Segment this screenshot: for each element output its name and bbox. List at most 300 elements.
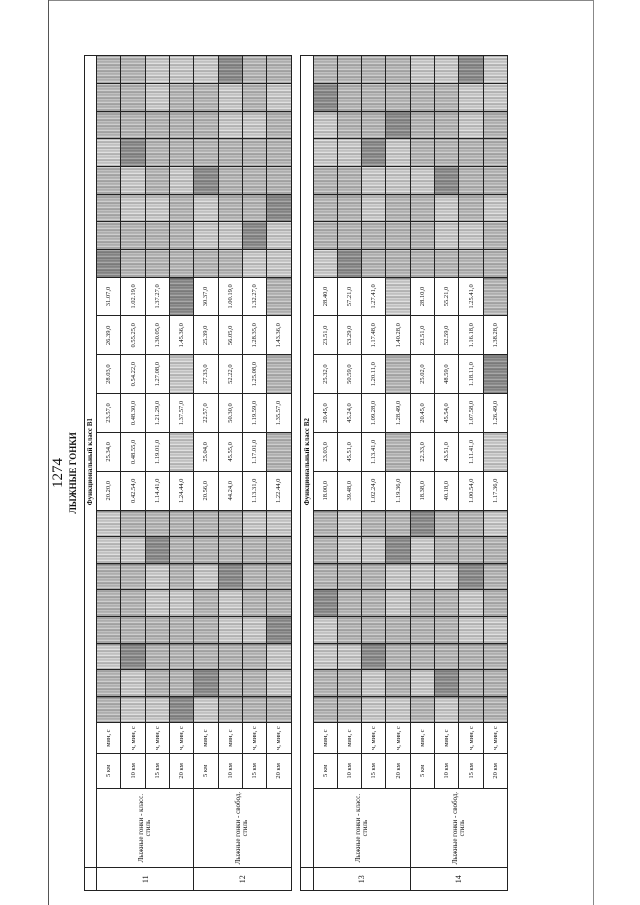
standard-value: 22.57,0 bbox=[194, 394, 218, 433]
masked-cell bbox=[459, 670, 483, 697]
distance-cell: 20 км bbox=[483, 753, 507, 788]
masked-cell bbox=[121, 696, 145, 723]
masked-cell bbox=[267, 696, 291, 723]
standard-value bbox=[386, 432, 410, 471]
masked-cell bbox=[194, 84, 218, 112]
masked-cell bbox=[97, 563, 121, 590]
masked-cell bbox=[410, 56, 434, 84]
masked-cell bbox=[459, 616, 483, 643]
standard-value bbox=[386, 355, 410, 394]
masked-cell bbox=[145, 510, 169, 537]
masked-cell bbox=[483, 696, 507, 723]
masked-cell bbox=[313, 249, 337, 277]
distance-cell: 20 км bbox=[170, 753, 194, 788]
masked-cell bbox=[242, 590, 266, 617]
masked-cell bbox=[459, 537, 483, 564]
masked-cell bbox=[313, 84, 337, 112]
section-title: ЛЫЖНЫЕ ГОНКИ bbox=[68, 432, 78, 514]
masked-cell bbox=[337, 249, 361, 277]
masked-cell bbox=[218, 616, 242, 643]
masked-cell bbox=[145, 643, 169, 670]
discipline-name: Лыжные гонки - свобод. стиль bbox=[410, 788, 507, 868]
masked-cell bbox=[267, 510, 291, 537]
standard-value: 28.03,0 bbox=[97, 355, 121, 394]
standard-value: 26.39,0 bbox=[97, 316, 121, 355]
unit-cell: мин, с bbox=[410, 723, 434, 754]
standard-value: 45.54,0 bbox=[435, 394, 459, 433]
standard-value bbox=[267, 277, 291, 316]
masked-cell bbox=[218, 643, 242, 670]
masked-cell bbox=[459, 510, 483, 537]
standard-value: 1.26.49,0 bbox=[483, 394, 507, 433]
masked-cell bbox=[170, 194, 194, 222]
masked-cell bbox=[337, 111, 361, 139]
masked-cell bbox=[313, 616, 337, 643]
unit-cell: мин, с bbox=[337, 723, 361, 754]
standard-value: 1.40.28,0 bbox=[386, 316, 410, 355]
table-row bbox=[121, 56, 145, 891]
standard-value: 50.30,0 bbox=[218, 394, 242, 433]
masked-cell bbox=[313, 696, 337, 723]
standard-value: 1.28.35,0 bbox=[242, 316, 266, 355]
masked-cell bbox=[145, 563, 169, 590]
entry-number: 12 bbox=[194, 868, 291, 891]
masked-cell bbox=[459, 167, 483, 195]
masked-cell bbox=[483, 590, 507, 617]
masked-cell bbox=[242, 510, 266, 537]
standard-value: 1.25.41,0 bbox=[459, 277, 483, 316]
table-row bbox=[410, 56, 434, 891]
masked-cell bbox=[410, 84, 434, 112]
standard-value: 56.05,0 bbox=[218, 316, 242, 355]
masked-cell bbox=[459, 222, 483, 250]
standard-value: 1.17.48,0 bbox=[362, 316, 386, 355]
entry-number: 11 bbox=[97, 868, 194, 891]
functional-class-label: Функциональный класс В2 bbox=[301, 56, 313, 869]
masked-cell bbox=[170, 670, 194, 697]
masked-cell bbox=[386, 670, 410, 697]
masked-cell bbox=[459, 643, 483, 670]
masked-cell bbox=[267, 111, 291, 139]
masked-cell bbox=[242, 249, 266, 277]
masked-cell bbox=[97, 111, 121, 139]
masked-cell bbox=[170, 249, 194, 277]
distance-cell: 15 км bbox=[145, 753, 169, 788]
masked-cell bbox=[97, 510, 121, 537]
masked-cell bbox=[410, 670, 434, 697]
masked-cell bbox=[242, 139, 266, 167]
masked-cell bbox=[337, 643, 361, 670]
standard-value: 39.48,0 bbox=[337, 471, 361, 510]
standard-value: 1.16.18,0 bbox=[459, 316, 483, 355]
masked-cell bbox=[337, 222, 361, 250]
masked-cell bbox=[242, 56, 266, 84]
standard-value: 27.33,0 bbox=[194, 355, 218, 394]
distance-cell: 15 км bbox=[362, 753, 386, 788]
standard-value: 1.19.59,0 bbox=[242, 394, 266, 433]
masked-cell bbox=[337, 510, 361, 537]
unit-cell: мин, с bbox=[313, 723, 337, 754]
masked-cell bbox=[459, 590, 483, 617]
masked-cell bbox=[313, 563, 337, 590]
masked-cell bbox=[435, 56, 459, 84]
masked-cell bbox=[97, 696, 121, 723]
masked-cell bbox=[483, 167, 507, 195]
masked-cell bbox=[218, 194, 242, 222]
masked-cell bbox=[97, 84, 121, 112]
standard-value: 1.02.24,0 bbox=[362, 471, 386, 510]
distance-cell: 15 км bbox=[242, 753, 266, 788]
standard-value: 20.45,0 bbox=[313, 394, 337, 433]
masked-cell bbox=[194, 249, 218, 277]
page-border-right bbox=[593, 0, 594, 905]
table-cell bbox=[85, 868, 97, 891]
masked-cell bbox=[362, 696, 386, 723]
masked-cell bbox=[313, 590, 337, 617]
masked-cell bbox=[483, 563, 507, 590]
masked-cell bbox=[313, 194, 337, 222]
masked-cell bbox=[121, 670, 145, 697]
masked-cell bbox=[145, 194, 169, 222]
distance-cell: 5 км bbox=[313, 753, 337, 788]
masked-cell bbox=[194, 139, 218, 167]
unit-cell: мин, с bbox=[218, 723, 242, 754]
standard-value: 23.03,0 bbox=[313, 432, 337, 471]
table-row bbox=[242, 56, 266, 891]
standard-value: 1.37.57,0 bbox=[170, 394, 194, 433]
standard-value: 1.13.31,0 bbox=[242, 471, 266, 510]
masked-cell bbox=[410, 590, 434, 617]
masked-cell bbox=[97, 222, 121, 250]
standard-value: 1.38.28,0 bbox=[483, 316, 507, 355]
masked-cell bbox=[410, 249, 434, 277]
unit-cell: ч, мин, с bbox=[170, 723, 194, 754]
standard-value bbox=[386, 277, 410, 316]
masked-cell bbox=[362, 167, 386, 195]
masked-cell bbox=[218, 510, 242, 537]
distance-cell: 10 км bbox=[121, 753, 145, 788]
masked-cell bbox=[435, 696, 459, 723]
masked-cell bbox=[435, 510, 459, 537]
standard-value bbox=[267, 355, 291, 394]
standard-value: 28.40,0 bbox=[313, 277, 337, 316]
masked-cell bbox=[313, 537, 337, 564]
entry-number: 14 bbox=[410, 868, 507, 891]
standard-value bbox=[483, 277, 507, 316]
standard-value: 52.22,0 bbox=[218, 355, 242, 394]
table-row bbox=[483, 56, 507, 891]
masked-cell bbox=[410, 537, 434, 564]
standard-value: 0.48.30,0 bbox=[121, 394, 145, 433]
masked-cell bbox=[337, 563, 361, 590]
functional-class-label: Функциональный класс В1 bbox=[85, 56, 97, 869]
distance-cell: 20 км bbox=[386, 753, 410, 788]
masked-cell bbox=[218, 590, 242, 617]
masked-cell bbox=[410, 643, 434, 670]
masked-cell bbox=[483, 249, 507, 277]
masked-cell bbox=[459, 696, 483, 723]
unit-cell: ч, мин, с bbox=[386, 723, 410, 754]
masked-cell bbox=[145, 696, 169, 723]
table-row bbox=[170, 56, 194, 891]
masked-cell bbox=[218, 249, 242, 277]
masked-cell bbox=[194, 616, 218, 643]
standard-value: 20.45,0 bbox=[410, 394, 434, 433]
masked-cell bbox=[218, 696, 242, 723]
unit-cell: ч, мин, с bbox=[267, 723, 291, 754]
masked-cell bbox=[242, 643, 266, 670]
masked-cell bbox=[170, 84, 194, 112]
discipline-name: Лыжные гонки - свобод. стиль bbox=[194, 788, 291, 868]
masked-cell bbox=[386, 139, 410, 167]
unit-cell: ч, мин, с bbox=[145, 723, 169, 754]
distance-cell: 5 км bbox=[410, 753, 434, 788]
masked-cell bbox=[313, 111, 337, 139]
masked-cell bbox=[194, 590, 218, 617]
standard-value: 22.33,0 bbox=[410, 432, 434, 471]
masked-cell bbox=[386, 167, 410, 195]
standard-value: 50.59,0 bbox=[337, 355, 361, 394]
masked-cell bbox=[97, 139, 121, 167]
masked-cell bbox=[267, 167, 291, 195]
unit-cell: мин, с bbox=[97, 723, 121, 754]
masked-cell bbox=[362, 249, 386, 277]
standard-value: 0.55.25,0 bbox=[121, 316, 145, 355]
masked-cell bbox=[386, 590, 410, 617]
table-row bbox=[267, 56, 291, 891]
masked-cell bbox=[242, 194, 266, 222]
page-border-top bbox=[48, 0, 593, 1]
masked-cell bbox=[121, 643, 145, 670]
masked-cell bbox=[459, 249, 483, 277]
masked-cell bbox=[410, 194, 434, 222]
standard-value: 45.24,0 bbox=[337, 394, 361, 433]
rotated-content bbox=[50, 55, 514, 891]
masked-cell bbox=[386, 510, 410, 537]
standard-value: 1.32.27,0 bbox=[242, 277, 266, 316]
masked-cell bbox=[435, 249, 459, 277]
table-row bbox=[459, 56, 483, 891]
masked-cell bbox=[386, 537, 410, 564]
table-row bbox=[337, 56, 361, 891]
masked-cell bbox=[145, 249, 169, 277]
masked-cell bbox=[267, 643, 291, 670]
standard-value: 52.59,0 bbox=[435, 316, 459, 355]
masked-cell bbox=[435, 111, 459, 139]
masked-cell bbox=[313, 167, 337, 195]
masked-cell bbox=[459, 84, 483, 112]
masked-cell bbox=[483, 222, 507, 250]
masked-cell bbox=[267, 249, 291, 277]
masked-cell bbox=[483, 616, 507, 643]
masked-cell bbox=[145, 537, 169, 564]
masked-cell bbox=[483, 111, 507, 139]
masked-cell bbox=[386, 194, 410, 222]
masked-cell bbox=[194, 167, 218, 195]
masked-cell bbox=[337, 56, 361, 84]
ski-race-standards-table bbox=[84, 55, 508, 891]
masked-cell bbox=[337, 84, 361, 112]
table-row bbox=[362, 56, 386, 891]
masked-cell bbox=[386, 563, 410, 590]
masked-cell bbox=[242, 222, 266, 250]
masked-cell bbox=[362, 616, 386, 643]
masked-cell bbox=[483, 139, 507, 167]
masked-cell bbox=[97, 537, 121, 564]
masked-cell bbox=[121, 616, 145, 643]
masked-cell bbox=[337, 590, 361, 617]
masked-cell bbox=[194, 194, 218, 222]
masked-cell bbox=[435, 643, 459, 670]
masked-cell bbox=[145, 84, 169, 112]
unit-cell: ч, мин, с bbox=[483, 723, 507, 754]
distance-cell: 10 км bbox=[435, 753, 459, 788]
standard-value: 18.38,0 bbox=[410, 471, 434, 510]
standard-value: 1.21.29,0 bbox=[145, 394, 169, 433]
standard-value: 25.34,0 bbox=[97, 432, 121, 471]
masked-cell bbox=[362, 670, 386, 697]
masked-cell bbox=[435, 167, 459, 195]
masked-cell bbox=[145, 616, 169, 643]
masked-cell bbox=[386, 643, 410, 670]
masked-cell bbox=[170, 222, 194, 250]
masked-cell bbox=[386, 84, 410, 112]
masked-cell bbox=[410, 510, 434, 537]
masked-cell bbox=[337, 616, 361, 643]
standard-value: 1.35.57,0 bbox=[267, 394, 291, 433]
standard-value: 1.28.49,0 bbox=[386, 394, 410, 433]
table-row bbox=[313, 56, 337, 891]
masked-cell bbox=[362, 139, 386, 167]
masked-cell bbox=[194, 56, 218, 84]
standard-value: 1.17.01,0 bbox=[242, 432, 266, 471]
masked-cell bbox=[242, 616, 266, 643]
masked-cell bbox=[337, 670, 361, 697]
masked-cell bbox=[242, 563, 266, 590]
masked-cell bbox=[267, 670, 291, 697]
masked-cell bbox=[170, 56, 194, 84]
masked-cell bbox=[337, 696, 361, 723]
masked-cell bbox=[170, 139, 194, 167]
masked-cell bbox=[459, 111, 483, 139]
unit-cell: ч, мин, с bbox=[242, 723, 266, 754]
masked-cell bbox=[121, 590, 145, 617]
masked-cell bbox=[97, 670, 121, 697]
standard-value: 1.09.28,0 bbox=[362, 394, 386, 433]
masked-cell bbox=[170, 167, 194, 195]
masked-cell bbox=[97, 616, 121, 643]
masked-cell bbox=[242, 670, 266, 697]
masked-cell bbox=[386, 696, 410, 723]
standard-value: 1.43.36,0 bbox=[267, 316, 291, 355]
table-row bbox=[386, 56, 410, 891]
masked-cell bbox=[483, 670, 507, 697]
masked-cell bbox=[121, 249, 145, 277]
masked-cell bbox=[459, 56, 483, 84]
standard-value: 1.19.36,0 bbox=[386, 471, 410, 510]
standard-value: 23.51,0 bbox=[313, 316, 337, 355]
table-row bbox=[194, 56, 218, 891]
masked-cell bbox=[218, 167, 242, 195]
standard-value: 1.27.08,0 bbox=[145, 355, 169, 394]
masked-cell bbox=[483, 56, 507, 84]
masked-cell bbox=[435, 194, 459, 222]
distance-cell: 20 км bbox=[267, 753, 291, 788]
masked-cell bbox=[242, 537, 266, 564]
distance-cell: 5 км bbox=[194, 753, 218, 788]
standard-value: 44.24,0 bbox=[218, 471, 242, 510]
masked-cell bbox=[386, 249, 410, 277]
standard-value: 23.57,0 bbox=[97, 394, 121, 433]
masked-cell bbox=[267, 139, 291, 167]
masked-cell bbox=[435, 563, 459, 590]
masked-cell bbox=[483, 510, 507, 537]
table-row bbox=[97, 56, 121, 891]
standard-value: 53.29,0 bbox=[337, 316, 361, 355]
standard-value: 45.51,0 bbox=[337, 432, 361, 471]
masked-cell bbox=[121, 139, 145, 167]
masked-cell bbox=[170, 563, 194, 590]
standard-value: 1.24.44,0 bbox=[170, 471, 194, 510]
masked-cell bbox=[435, 590, 459, 617]
masked-cell bbox=[386, 616, 410, 643]
standard-value bbox=[483, 432, 507, 471]
masked-cell bbox=[483, 84, 507, 112]
masked-cell bbox=[242, 111, 266, 139]
masked-cell bbox=[267, 56, 291, 84]
unit-cell: ч, мин, с bbox=[459, 723, 483, 754]
masked-cell bbox=[313, 670, 337, 697]
masked-cell bbox=[483, 537, 507, 564]
standard-value bbox=[170, 432, 194, 471]
standard-value bbox=[170, 355, 194, 394]
table-row bbox=[435, 56, 459, 891]
masked-cell bbox=[435, 222, 459, 250]
entry-number: 13 bbox=[313, 868, 410, 891]
masked-cell bbox=[170, 590, 194, 617]
standard-value: 43.51,0 bbox=[435, 432, 459, 471]
standard-value: 20.56,0 bbox=[194, 471, 218, 510]
masked-cell bbox=[170, 537, 194, 564]
standard-value: 25.04,0 bbox=[194, 432, 218, 471]
masked-cell bbox=[194, 222, 218, 250]
masked-cell bbox=[362, 537, 386, 564]
masked-cell bbox=[362, 643, 386, 670]
standard-value: 1.45.36,0 bbox=[170, 316, 194, 355]
masked-cell bbox=[386, 222, 410, 250]
discipline-name: Лыжные гонки - класс. стиль bbox=[97, 788, 194, 868]
unit-cell: ч, мин, с bbox=[121, 723, 145, 754]
masked-cell bbox=[194, 537, 218, 564]
masked-cell bbox=[267, 194, 291, 222]
masked-cell bbox=[194, 510, 218, 537]
masked-cell bbox=[459, 563, 483, 590]
standard-value: 48.59,0 bbox=[435, 355, 459, 394]
standard-value: 55.21,0 bbox=[435, 277, 459, 316]
standard-value: 1.00.54,0 bbox=[459, 471, 483, 510]
masked-cell bbox=[145, 670, 169, 697]
standard-value: 23.51,0 bbox=[410, 316, 434, 355]
standard-value: 1.18.11,0 bbox=[459, 355, 483, 394]
masked-cell bbox=[313, 643, 337, 670]
masked-cell bbox=[170, 696, 194, 723]
masked-cell bbox=[97, 194, 121, 222]
standard-value: 1.07.58,0 bbox=[459, 394, 483, 433]
masked-cell bbox=[121, 167, 145, 195]
masked-cell bbox=[170, 111, 194, 139]
unit-cell: ч, мин, с bbox=[362, 723, 386, 754]
standard-value: 1.27.41,0 bbox=[362, 277, 386, 316]
